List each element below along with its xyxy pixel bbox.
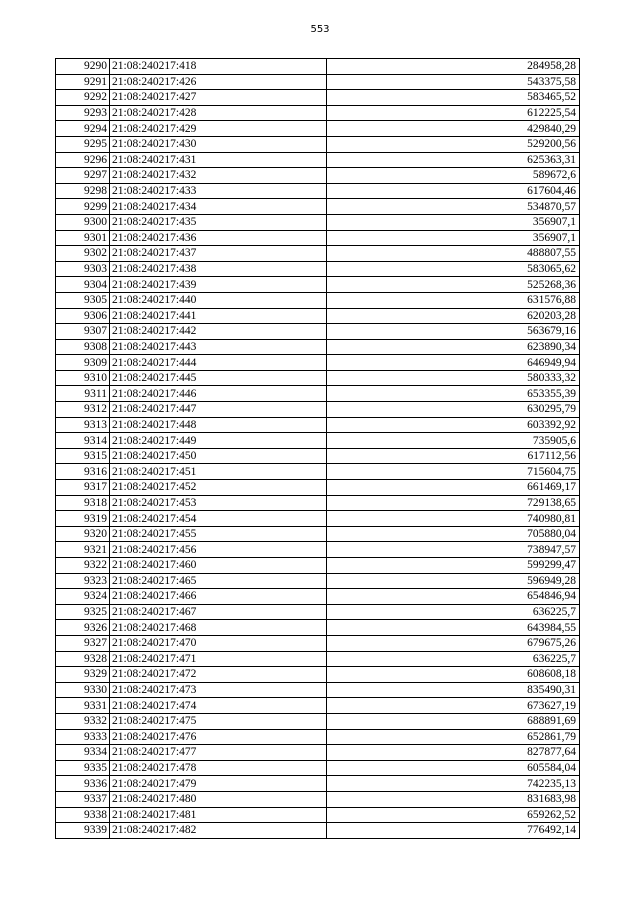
cadastral-number: 21:08:240217:441: [110, 308, 327, 324]
cadastral-number: 21:08:240217:437: [110, 246, 327, 262]
row-number: 9328: [56, 651, 110, 667]
row-number: 9295: [56, 136, 110, 152]
cadastral-number: 21:08:240217:448: [110, 417, 327, 433]
cadastral-value: 617604,46: [327, 183, 580, 199]
table-row: [56, 370, 580, 386]
cadastral-number: 21:08:240217:479: [110, 776, 327, 792]
cadastral-value: 740980,81: [327, 511, 580, 527]
table-row: [56, 136, 580, 152]
row-number: 9333: [56, 729, 110, 745]
table-row: [56, 59, 580, 75]
cadastral-value: 580333,32: [327, 370, 580, 386]
table-row: [56, 324, 580, 340]
table-row: [56, 776, 580, 792]
cadastral-number: 21:08:240217:465: [110, 573, 327, 589]
cadastral-value: 735905,6: [327, 433, 580, 449]
cadastral-value: 563679,16: [327, 324, 580, 340]
cadastral-number: 21:08:240217:439: [110, 277, 327, 293]
row-number: 9297: [56, 168, 110, 184]
cadastral-value: 284958,28: [327, 59, 580, 75]
row-number: 9313: [56, 417, 110, 433]
table-row: [56, 542, 580, 558]
row-number: 9331: [56, 698, 110, 714]
row-number: 9312: [56, 402, 110, 418]
row-number: 9306: [56, 308, 110, 324]
cadastral-number: 21:08:240217:477: [110, 745, 327, 761]
cadastral-number: 21:08:240217:478: [110, 760, 327, 776]
row-number: 9291: [56, 74, 110, 90]
cadastral-value: 643984,55: [327, 620, 580, 636]
table-row: [56, 823, 580, 839]
row-number: 9301: [56, 230, 110, 246]
table-row: [56, 698, 580, 714]
cadastral-value: 729138,65: [327, 495, 580, 511]
table-row: [56, 339, 580, 355]
row-number: 9326: [56, 620, 110, 636]
table-row: [56, 402, 580, 418]
row-number: 9325: [56, 604, 110, 620]
cadastral-value: 356907,1: [327, 214, 580, 230]
row-number: 9316: [56, 464, 110, 480]
cadastral-value: 738947,57: [327, 542, 580, 558]
cadastral-number: 21:08:240217:429: [110, 121, 327, 137]
cadastral-number: 21:08:240217:468: [110, 620, 327, 636]
table-row: [56, 589, 580, 605]
cadastral-number: 21:08:240217:466: [110, 589, 327, 605]
row-number: 9296: [56, 152, 110, 168]
cadastral-value: 652861,79: [327, 729, 580, 745]
cadastral-value: 636225,7: [327, 651, 580, 667]
row-number: 9300: [56, 214, 110, 230]
cadastral-number: 21:08:240217:431: [110, 152, 327, 168]
row-number: 9290: [56, 59, 110, 75]
cadastral-number: 21:08:240217:482: [110, 823, 327, 839]
row-number: 9332: [56, 713, 110, 729]
cadastral-number: 21:08:240217:460: [110, 558, 327, 574]
cadastral-number: 21:08:240217:456: [110, 542, 327, 558]
row-number: 9338: [56, 807, 110, 823]
cadastral-number: 21:08:240217:418: [110, 59, 327, 75]
cadastral-value: 356907,1: [327, 230, 580, 246]
row-number: 9337: [56, 791, 110, 807]
cadastral-value: 646949,94: [327, 355, 580, 371]
cadastral-value: 589672,6: [327, 168, 580, 184]
table-row: [56, 246, 580, 262]
table-row: [56, 464, 580, 480]
row-number: 9329: [56, 667, 110, 683]
cadastral-number: 21:08:240217:444: [110, 355, 327, 371]
cadastral-value: 525268,36: [327, 277, 580, 293]
table-row: [56, 292, 580, 308]
row-number: 9305: [56, 292, 110, 308]
table-row: [56, 417, 580, 433]
table-row: [56, 480, 580, 496]
table-row: [56, 729, 580, 745]
table-row: [56, 791, 580, 807]
table-row: [56, 448, 580, 464]
cadastral-value: 776492,14: [327, 823, 580, 839]
row-number: 9315: [56, 448, 110, 464]
cadastral-value: 715604,75: [327, 464, 580, 480]
row-number: 9293: [56, 105, 110, 121]
cadastral-number: 21:08:240217:475: [110, 713, 327, 729]
table-row: [56, 121, 580, 137]
table-row: [56, 573, 580, 589]
table-row: [56, 74, 580, 90]
row-number: 9314: [56, 433, 110, 449]
row-number: 9302: [56, 246, 110, 262]
cadastral-value: 679675,26: [327, 635, 580, 651]
table-body: [56, 59, 580, 839]
cadastral-value: 631576,88: [327, 292, 580, 308]
cadastral-number: 21:08:240217:447: [110, 402, 327, 418]
cadastral-number: 21:08:240217:480: [110, 791, 327, 807]
cadastral-number: 21:08:240217:445: [110, 370, 327, 386]
cadastral-value: 688891,69: [327, 713, 580, 729]
cadastral-value: 654846,94: [327, 589, 580, 605]
cadastral-value: 831683,98: [327, 791, 580, 807]
row-number: 9324: [56, 589, 110, 605]
row-number: 9327: [56, 635, 110, 651]
cadastral-value: 636225,7: [327, 604, 580, 620]
cadastral-value: 543375,58: [327, 74, 580, 90]
row-number: 9318: [56, 495, 110, 511]
row-number: 9336: [56, 776, 110, 792]
row-number: 9303: [56, 261, 110, 277]
row-number: 9334: [56, 745, 110, 761]
table-row: [56, 635, 580, 651]
table-row: [56, 90, 580, 106]
table-row: [56, 199, 580, 215]
row-number: 9299: [56, 199, 110, 215]
table-row: [56, 308, 580, 324]
table-row: [56, 807, 580, 823]
cadastral-value: 659262,52: [327, 807, 580, 823]
cadastral-number: 21:08:240217:481: [110, 807, 327, 823]
data-table: [55, 58, 580, 839]
table-row: [56, 760, 580, 776]
cadastral-number: 21:08:240217:440: [110, 292, 327, 308]
cadastral-value: 653355,39: [327, 386, 580, 402]
cadastral-value: 488807,55: [327, 246, 580, 262]
cadastral-number: 21:08:240217:452: [110, 480, 327, 496]
table-row: [56, 355, 580, 371]
row-number: 9335: [56, 760, 110, 776]
cadastral-value: 617112,56: [327, 448, 580, 464]
row-number: 9304: [56, 277, 110, 293]
cadastral-value: 705880,04: [327, 526, 580, 542]
row-number: 9307: [56, 324, 110, 340]
cadastral-value: 661469,17: [327, 480, 580, 496]
cadastral-value: 742235,13: [327, 776, 580, 792]
row-number: 9323: [56, 573, 110, 589]
cadastral-number: 21:08:240217:451: [110, 464, 327, 480]
cadastral-number: 21:08:240217:471: [110, 651, 327, 667]
cadastral-value: 612225,54: [327, 105, 580, 121]
table-row: [56, 230, 580, 246]
cadastral-number: 21:08:240217:450: [110, 448, 327, 464]
row-number: 9320: [56, 526, 110, 542]
cadastral-number: 21:08:240217:427: [110, 90, 327, 106]
cadastral-number: 21:08:240217:446: [110, 386, 327, 402]
cadastral-number: 21:08:240217:476: [110, 729, 327, 745]
cadastral-number: 21:08:240217:428: [110, 105, 327, 121]
table-row: [56, 433, 580, 449]
cadastral-value: 630295,79: [327, 402, 580, 418]
table-row: [56, 105, 580, 121]
cadastral-number: 21:08:240217:472: [110, 667, 327, 683]
cadastral-number: 21:08:240217:435: [110, 214, 327, 230]
page-number: 553: [310, 24, 330, 35]
table-row: [56, 183, 580, 199]
cadastral-number: 21:08:240217:453: [110, 495, 327, 511]
table-row: [56, 277, 580, 293]
cadastral-number: 21:08:240217:433: [110, 183, 327, 199]
cadastral-value: 603392,92: [327, 417, 580, 433]
cadastral-value: 583065,62: [327, 261, 580, 277]
cadastral-number: 21:08:240217:438: [110, 261, 327, 277]
cadastral-number: 21:08:240217:454: [110, 511, 327, 527]
cadastral-number: 21:08:240217:467: [110, 604, 327, 620]
table-row: [56, 386, 580, 402]
cadastral-value: 599299,47: [327, 558, 580, 574]
cadastral-number: 21:08:240217:442: [110, 324, 327, 340]
cadastral-number: 21:08:240217:436: [110, 230, 327, 246]
cadastral-value: 429840,29: [327, 121, 580, 137]
cadastral-value: 596949,28: [327, 573, 580, 589]
row-number: 9330: [56, 682, 110, 698]
row-number: 9317: [56, 480, 110, 496]
row-number: 9310: [56, 370, 110, 386]
cadastral-value: 608608,18: [327, 667, 580, 683]
table-row: [56, 168, 580, 184]
cadastral-number: 21:08:240217:473: [110, 682, 327, 698]
table-row: [56, 620, 580, 636]
table-row: [56, 558, 580, 574]
table-row: [56, 713, 580, 729]
row-number: 9309: [56, 355, 110, 371]
cadastral-value: 835490,31: [327, 682, 580, 698]
table-row: [56, 214, 580, 230]
table-row: [56, 152, 580, 168]
table-row: [56, 604, 580, 620]
table-row: [56, 745, 580, 761]
table-row: [56, 261, 580, 277]
cadastral-number: 21:08:240217:430: [110, 136, 327, 152]
row-number: 9339: [56, 823, 110, 839]
row-number: 9308: [56, 339, 110, 355]
cadastral-number: 21:08:240217:474: [110, 698, 327, 714]
cadastral-number: 21:08:240217:449: [110, 433, 327, 449]
cadastral-number: 21:08:240217:470: [110, 635, 327, 651]
row-number: 9319: [56, 511, 110, 527]
cadastral-number: 21:08:240217:455: [110, 526, 327, 542]
cadastral-value: 620203,28: [327, 308, 580, 324]
cadastral-value: 673627,19: [327, 698, 580, 714]
cadastral-value: 625363,31: [327, 152, 580, 168]
cadastral-value: 529200,56: [327, 136, 580, 152]
row-number: 9321: [56, 542, 110, 558]
cadastral-number: 21:08:240217:432: [110, 168, 327, 184]
cadastral-value: 534870,57: [327, 199, 580, 215]
cadastral-value: 623890,34: [327, 339, 580, 355]
table-row: [56, 667, 580, 683]
row-number: 9294: [56, 121, 110, 137]
row-number: 9292: [56, 90, 110, 106]
cadastral-value: 605584,04: [327, 760, 580, 776]
row-number: 9311: [56, 386, 110, 402]
table-row: [56, 526, 580, 542]
table-row: [56, 495, 580, 511]
row-number: 9298: [56, 183, 110, 199]
cadastral-number: 21:08:240217:426: [110, 74, 327, 90]
table-row: [56, 511, 580, 527]
cadastral-number: 21:08:240217:434: [110, 199, 327, 215]
table-row: [56, 651, 580, 667]
cadastral-number: 21:08:240217:443: [110, 339, 327, 355]
row-number: 9322: [56, 558, 110, 574]
cadastral-value: 583465,52: [327, 90, 580, 106]
table-row: [56, 682, 580, 698]
cadastral-value: 827877,64: [327, 745, 580, 761]
